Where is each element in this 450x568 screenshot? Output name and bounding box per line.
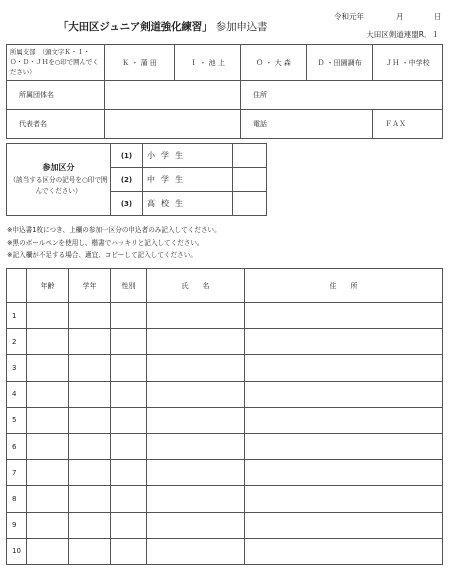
- participation-category-table: [6, 143, 267, 216]
- age-cell[interactable]: [27, 538, 69, 564]
- category-mark-2[interactable]: [233, 168, 267, 192]
- address-cell[interactable]: [245, 486, 443, 512]
- note-2: ※黒のボールペンを使用し、楷書でハッキリと記入してください。: [7, 238, 204, 247]
- grade-cell[interactable]: [69, 512, 111, 538]
- address-cell[interactable]: [245, 407, 443, 433]
- gender-cell[interactable]: [111, 407, 147, 433]
- branch-k[interactable]: Ｋ ・ 蒲 田: [105, 45, 175, 81]
- address-cell[interactable]: [245, 460, 443, 486]
- gender-cell[interactable]: [111, 512, 147, 538]
- date-month: 月: [396, 12, 404, 21]
- name-cell[interactable]: [147, 460, 245, 486]
- table-row: [7, 486, 443, 512]
- category-high-school[interactable]: 高校生: [143, 192, 233, 216]
- category-num-3[interactable]: (3): [111, 192, 143, 216]
- table-row: [7, 512, 443, 538]
- category-mark-1[interactable]: [233, 144, 267, 168]
- roster-header-address: 住 所: [245, 269, 443, 303]
- grade-cell[interactable]: [69, 486, 111, 512]
- branch-i[interactable]: Ｉ ・ 池 上: [175, 45, 241, 81]
- gender-cell[interactable]: [111, 433, 147, 459]
- table-row: [7, 329, 443, 355]
- age-cell[interactable]: [27, 381, 69, 407]
- category-title: 参加区分: [42, 163, 75, 172]
- roster-header-age: 年齢: [27, 269, 69, 303]
- age-cell[interactable]: [27, 512, 69, 538]
- roster-header-name: 氏 名: [147, 269, 245, 303]
- address-cell[interactable]: [245, 329, 443, 355]
- table-row: [7, 538, 443, 564]
- phone-label: 電話: [253, 120, 267, 128]
- applicant-info-table: [6, 44, 443, 139]
- age-cell[interactable]: [27, 355, 69, 381]
- row-number: 7: [7, 460, 27, 486]
- row-number: 2: [7, 329, 27, 355]
- name-cell[interactable]: [147, 538, 245, 564]
- row-number: 5: [7, 407, 27, 433]
- category-num-1[interactable]: (1): [111, 144, 143, 168]
- roster-header-gender: 性別: [111, 269, 147, 303]
- table-row: [7, 303, 443, 329]
- address-cell[interactable]: [245, 355, 443, 381]
- grade-cell[interactable]: [69, 433, 111, 459]
- date-era: 令和元年: [334, 12, 364, 21]
- address-cell[interactable]: [245, 433, 443, 459]
- date-day: 日: [434, 12, 442, 21]
- category-note: （該当する区分の記号を○印で囲んでください）: [9, 176, 108, 195]
- group-name-label: 所属団体名: [7, 81, 105, 110]
- category-elementary[interactable]: 小学生: [143, 144, 233, 168]
- grade-cell[interactable]: [69, 538, 111, 564]
- group-name-field[interactable]: [105, 81, 241, 110]
- gender-cell[interactable]: [111, 329, 147, 355]
- branch-jh[interactable]: ＪＨ ・中学校: [373, 45, 443, 81]
- note-3: ※記入欄が不足する場合、適宜、コピーして記入してください。: [7, 251, 197, 259]
- address-cell[interactable]: [245, 512, 443, 538]
- form-title: [58, 19, 267, 34]
- category-mark-3[interactable]: [233, 192, 267, 216]
- name-cell[interactable]: [147, 355, 245, 381]
- category-junior-high[interactable]: 中学生: [143, 168, 233, 192]
- gender-cell[interactable]: [111, 381, 147, 407]
- fax-field[interactable]: [373, 110, 443, 139]
- grade-cell[interactable]: [69, 407, 111, 433]
- gender-cell[interactable]: [111, 486, 147, 512]
- name-cell[interactable]: [147, 512, 245, 538]
- age-cell[interactable]: [27, 329, 69, 355]
- gender-cell[interactable]: [111, 538, 147, 564]
- table-row: [7, 460, 443, 486]
- age-cell[interactable]: [27, 407, 69, 433]
- phone-field[interactable]: [241, 110, 373, 139]
- address-cell[interactable]: [245, 303, 443, 329]
- instructions: [7, 224, 221, 262]
- age-cell[interactable]: [27, 460, 69, 486]
- address-field[interactable]: [241, 81, 443, 110]
- gender-cell[interactable]: [111, 355, 147, 381]
- row-number: 3: [7, 355, 27, 381]
- roster-header-number: [7, 269, 27, 303]
- row-number: 6: [7, 433, 27, 459]
- roster-header-grade: 学年: [69, 269, 111, 303]
- age-cell[interactable]: [27, 486, 69, 512]
- row-number: 8: [7, 486, 27, 512]
- age-cell[interactable]: [27, 433, 69, 459]
- affiliation-label: 所属支部 （頭文字Ｋ・Ｉ・Ｏ・Ｄ・ＪＨを○印で囲んでください）: [7, 45, 105, 81]
- age-cell[interactable]: [27, 303, 69, 329]
- grade-cell[interactable]: [69, 460, 111, 486]
- row-number: 4: [7, 381, 27, 407]
- category-num-2[interactable]: (2): [111, 168, 143, 192]
- grade-cell[interactable]: [69, 355, 111, 381]
- representative-label: 代表者名: [7, 110, 105, 139]
- name-cell[interactable]: [147, 433, 245, 459]
- category-header: [7, 144, 111, 216]
- title-text: 「大田区ジュニア剣道強化練習」: [58, 21, 213, 33]
- row-number: 9: [7, 512, 27, 538]
- note-1: ※申込書1枚につき、上欄の参加一区分の申込者のみ記入してください。: [7, 226, 221, 234]
- table-row: [7, 381, 443, 407]
- branch-o[interactable]: Ｏ ・ 大 森: [241, 45, 307, 81]
- name-cell[interactable]: [147, 407, 245, 433]
- row-number: 1: [7, 303, 27, 329]
- address-cell[interactable]: [245, 538, 443, 564]
- grade-cell[interactable]: [69, 329, 111, 355]
- address-label: 住所: [253, 91, 267, 99]
- table-row: [7, 355, 443, 381]
- grade-cell[interactable]: [69, 381, 111, 407]
- address-cell[interactable]: [245, 381, 443, 407]
- representative-field[interactable]: [105, 110, 241, 139]
- roster-header-row: [7, 269, 443, 303]
- gender-cell[interactable]: [111, 303, 147, 329]
- name-cell[interactable]: [147, 329, 245, 355]
- table-row: [7, 407, 443, 433]
- row-number: 10: [7, 538, 27, 564]
- branch-d[interactable]: Ｄ ・田園調布: [307, 45, 373, 81]
- fax-label: ＦＡＸ: [385, 120, 406, 128]
- name-cell[interactable]: [147, 303, 245, 329]
- grade-cell[interactable]: [69, 303, 111, 329]
- participant-roster-table: [6, 268, 443, 565]
- name-cell[interactable]: [147, 381, 245, 407]
- gender-cell[interactable]: [111, 460, 147, 486]
- organization-name: 大田区剣道連盟R．１: [366, 30, 439, 39]
- table-row: [7, 433, 443, 459]
- subtitle-text: 参加申込書: [215, 21, 268, 33]
- name-cell[interactable]: [147, 486, 245, 512]
